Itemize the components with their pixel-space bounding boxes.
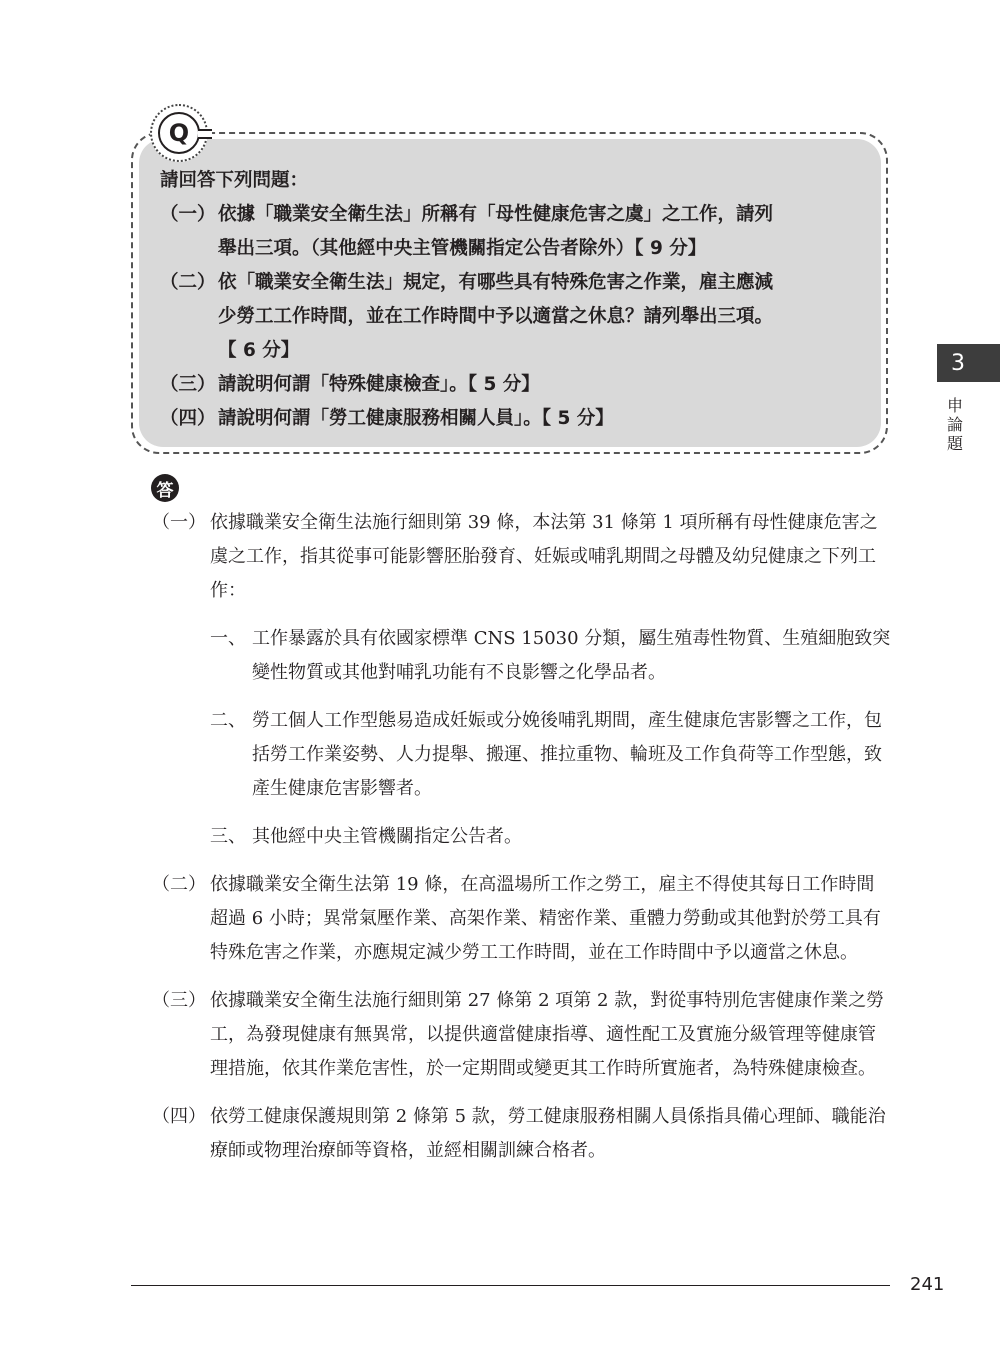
question-item-1 <box>160 198 872 266</box>
question-line: 【 6 分】 <box>218 340 300 361</box>
question-line: 請說明何謂「特殊健康檢查」。【 5 分】 <box>218 374 540 395</box>
chapter-number-tab: 3 <box>937 344 1000 382</box>
subitem-number: 二、 <box>210 710 246 731</box>
answer-subitem-3 <box>210 820 892 854</box>
question-intro: 請回答下列問題： <box>160 170 309 191</box>
question-item-2 <box>160 266 872 368</box>
answer-item-4 <box>152 1100 892 1168</box>
answer-paragraph: 依據職業安全衛生法施行細則第 27 條第 2 項第 2 款，對從事特別危害健康作業之勞工，為發現健康有無異常，以提供適當健康指導、適性配工及實施分級管理等健康管理措施，依其作業危害性，於一定期間或變更其工作時所實施者，為特殊健康檢查。 <box>210 990 885 1079</box>
question-text <box>160 164 872 436</box>
subitem-number: 一、 <box>210 628 246 649</box>
page-number: 241 <box>910 1274 945 1295</box>
question-line: 舉出三項。（其他經中央主管機關指定公告者除外）【 9 分】 <box>218 238 707 259</box>
answer-item-1 <box>152 506 892 854</box>
subitem-number: 三、 <box>210 826 246 847</box>
question-item-number: （四） <box>160 408 216 429</box>
answer-paragraph: 依據職業安全衛生法施行細則第 39 條，本法第 31 條第 1 項所稱有母性健康危害之虞之工作，指其從事可能影響胚胎發育、妊娠或哺乳期間之母體及幼兒健康之下列工作： <box>210 512 878 601</box>
answer-paragraph: 依勞工健康保護規則第 2 條第 5 款，勞工健康服務相關人員係指具備心理師、職能治療師或物理治療師等資格，並經相關訓練合格者。 <box>210 1106 886 1161</box>
question-badge-tail <box>198 129 212 139</box>
answer-item-number: （一） <box>152 512 206 533</box>
answer-paragraph: 依據職業安全衛生法第 19 條，在高溫場所工作之勞工，雇主不得使其每日工作時間超過 6 小時；異常氣壓作業、高架作業、精密作業、重體力勞動或其他對於勞工具有特殊危害之作業，亦應規定減少勞工工作時間，並在工作時間中予以適當之休息。 <box>210 874 881 963</box>
question-item-number: （二） <box>160 272 216 293</box>
answer-item-3 <box>152 984 892 1086</box>
chapter-title: 申論題 <box>946 396 963 453</box>
answer-item-number: （二） <box>152 874 206 895</box>
answer-subitem-2 <box>210 704 892 806</box>
answer-badge: 答 <box>151 474 179 502</box>
question-line: 請說明何謂「勞工健康服務相關人員」。【 5 分】 <box>218 408 614 429</box>
subitem-text: 工作暴露於具有依國家標準 CNS 15030 分類，屬生殖毒性物質、生殖細胞致突變性物質或其他對哺乳功能有不良影響之化學品者。 <box>252 628 891 683</box>
question-item-number: （三） <box>160 374 216 395</box>
question-item-number: （一） <box>160 204 216 225</box>
question-line: 依「職業安全衛生法」規定，有哪些具有特殊危害之作業，雇主應減 <box>218 272 774 293</box>
answer-subitem-1 <box>210 622 892 690</box>
footer-rule <box>131 1285 890 1286</box>
answer-item-number: （三） <box>152 990 206 1011</box>
answer-item-number: （四） <box>152 1106 206 1127</box>
answer-item-2 <box>152 868 892 970</box>
answer-text <box>152 506 892 1182</box>
question-line: 少勞工工作時間，並在工作時間中予以適當之休息？請列舉出三項。 <box>218 306 774 327</box>
subitem-text: 勞工個人工作型態易造成妊娠或分娩後哺乳期間，產生健康危害影響之工作，包括勞工作業姿勢、人力提舉、搬運、推拉重物、輪班及工作負荷等工作型態，致產生健康危害影響者。 <box>252 710 882 799</box>
question-item-3 <box>160 368 872 402</box>
question-item-4 <box>160 402 872 436</box>
subitem-text: 其他經中央主管機關指定公告者。 <box>252 826 522 847</box>
question-badge: Q <box>158 112 200 154</box>
question-line: 依據「職業安全衛生法」所稱有「母性健康危害之虞」之工作，請列 <box>218 204 774 225</box>
